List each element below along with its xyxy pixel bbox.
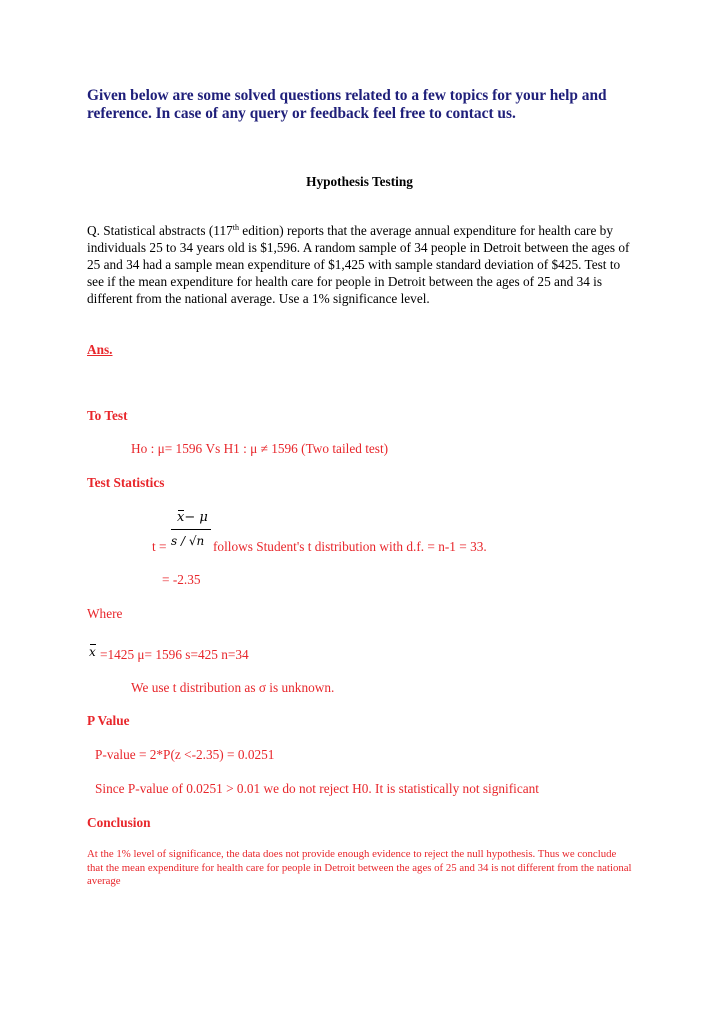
answer-label: Ans. (87, 342, 113, 357)
question-part-1: Q. Statistical abstracts (117 (87, 223, 233, 238)
p-value-decision: Since P-value of 0.0251 > 0.01 we do not reject H0. It is statistically not significant (95, 781, 539, 796)
conclusion-text: At the 1% level of significance, the data does not provide enough evidence to reject the null hypothesis. Thus we conclude that the mean expenditure for health care for people in Detroit between the ages of 25 and 34 is not different from the national average (87, 848, 632, 887)
intro-text: Given below are some solved questions related to a few topics for your help and reference. In case of any query or feedback feel free to contact us. (87, 87, 607, 122)
question-part-2: edition) reports that the average annual expenditure for health care by individuals 25 to 34 years old is $1,596. A random sample of 34 people in Detroit between the ages of 25 and 34 had a sample mean expenditure of $1,425 with sample standard deviation of $425. Test to see if the mean expenditure for health care for people in Detroit between the ages of 25 and 34 is different from the national average. Use a 1% significance level. (87, 223, 630, 306)
t-prefix: t = (152, 539, 167, 554)
to-test-heading: To Test (87, 408, 128, 423)
formula-numerator (177, 510, 208, 525)
question-text (87, 222, 637, 307)
t-value: = -2.35 (162, 572, 201, 587)
t-distribution-note: We use t distribution as σ is unknown. (131, 680, 335, 695)
hypothesis-statement: Ho : μ= 1596 Vs H1 : μ ≠ 1596 (Two tailed test) (131, 441, 389, 456)
conclusion-heading: Conclusion (87, 815, 151, 830)
page-title: Hypothesis Testing (306, 174, 413, 189)
test-statistics-heading: Test Statistics (87, 475, 165, 490)
formula-xbar: x (177, 510, 185, 525)
xbar-symbol: x (89, 645, 96, 659)
p-value-heading: P Value (87, 713, 130, 728)
where-label: Where (87, 606, 123, 621)
test-statistic-formula (171, 507, 215, 553)
formula-numerator-rest: − μ (184, 510, 208, 525)
sample-values: =1425 μ= 1596 s=425 n=34 (100, 647, 249, 662)
question-superscript: th (232, 223, 239, 232)
t-distribution-statement: follows Student's t distribution with d.f. = n-1 = 33. (213, 539, 487, 554)
formula-denominator: s / √n (171, 534, 205, 548)
fraction-bar (171, 529, 211, 530)
p-value-calculation: P-value = 2*P(z <-2.35) = 0.0251 (95, 747, 275, 762)
